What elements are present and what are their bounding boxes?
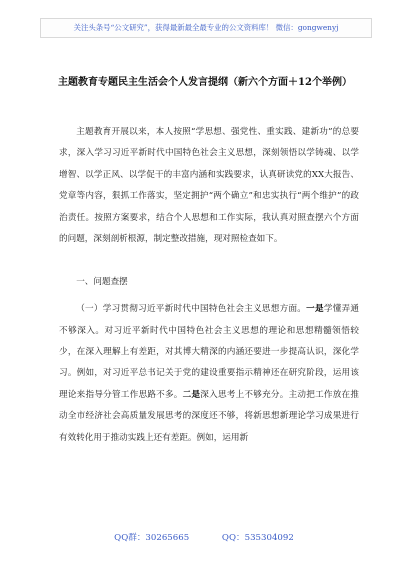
body-paragraph	[59, 299, 359, 449]
header-banner: 关注头条号“公文研究”，获得最新最全最专业的公文资料库！ 微信：gongwenyj	[40, 18, 372, 38]
paragraph-lead: （一）学习贯彻习近平新时代中国特色社会主义思想方面。	[76, 304, 307, 315]
document-title: 主题教育专题民主生活会个人发言提纲（新六个方面＋12个举例）	[58, 77, 352, 88]
qq-number: QQ：535304092	[221, 533, 294, 543]
section-heading: 一、问题查摆	[76, 276, 128, 287]
point-label-two: 二是	[182, 389, 201, 400]
point-label-one: 一是	[306, 304, 324, 315]
qq-group-number: QQ群：30265665	[114, 533, 190, 543]
point-text-one: 学懂弄通不够深入。对习近平新时代中国特色社会主义思想的理论和思想精髓领悟较少，在深入理解上有差距，对其博大精深的内涵还要进一步提高认识，深化学习。例如，对习近平总书记关于党的建设重要指示精神还在研究阶段，运用该理论来指导分管工作思路不多。	[59, 304, 359, 400]
intro-paragraph: 主题教育开展以来，本人按照“学思想、强党性、重实践、建新功”的总要求，深入学习习近平新时代中国特色社会主义思想，深刻领悟以学铸魂、以学增智、以学正风、以学促干的丰富内涵和实践要求，认真研读党的XX大报告、党章等内容，狠抓工作落实，坚定拥护“两个确立”和忠实执行“两个维护”的政治责任。按照方案要求，结合个人思想和工作实际，我认真对照查摆六个方面的问题，深刻剖析根源，制定整改措施，现对照检查如下。	[59, 127, 359, 245]
document-body	[59, 122, 359, 449]
footer-contacts	[0, 530, 408, 546]
point-text-two: 深入思考上不够充分。主动把工作放在推动全市经济社会高质量发展思考的深度还不够，将新思想新理论学习成果进行有效转化用于推动实践上还有差距。例如，运用新	[59, 389, 359, 443]
